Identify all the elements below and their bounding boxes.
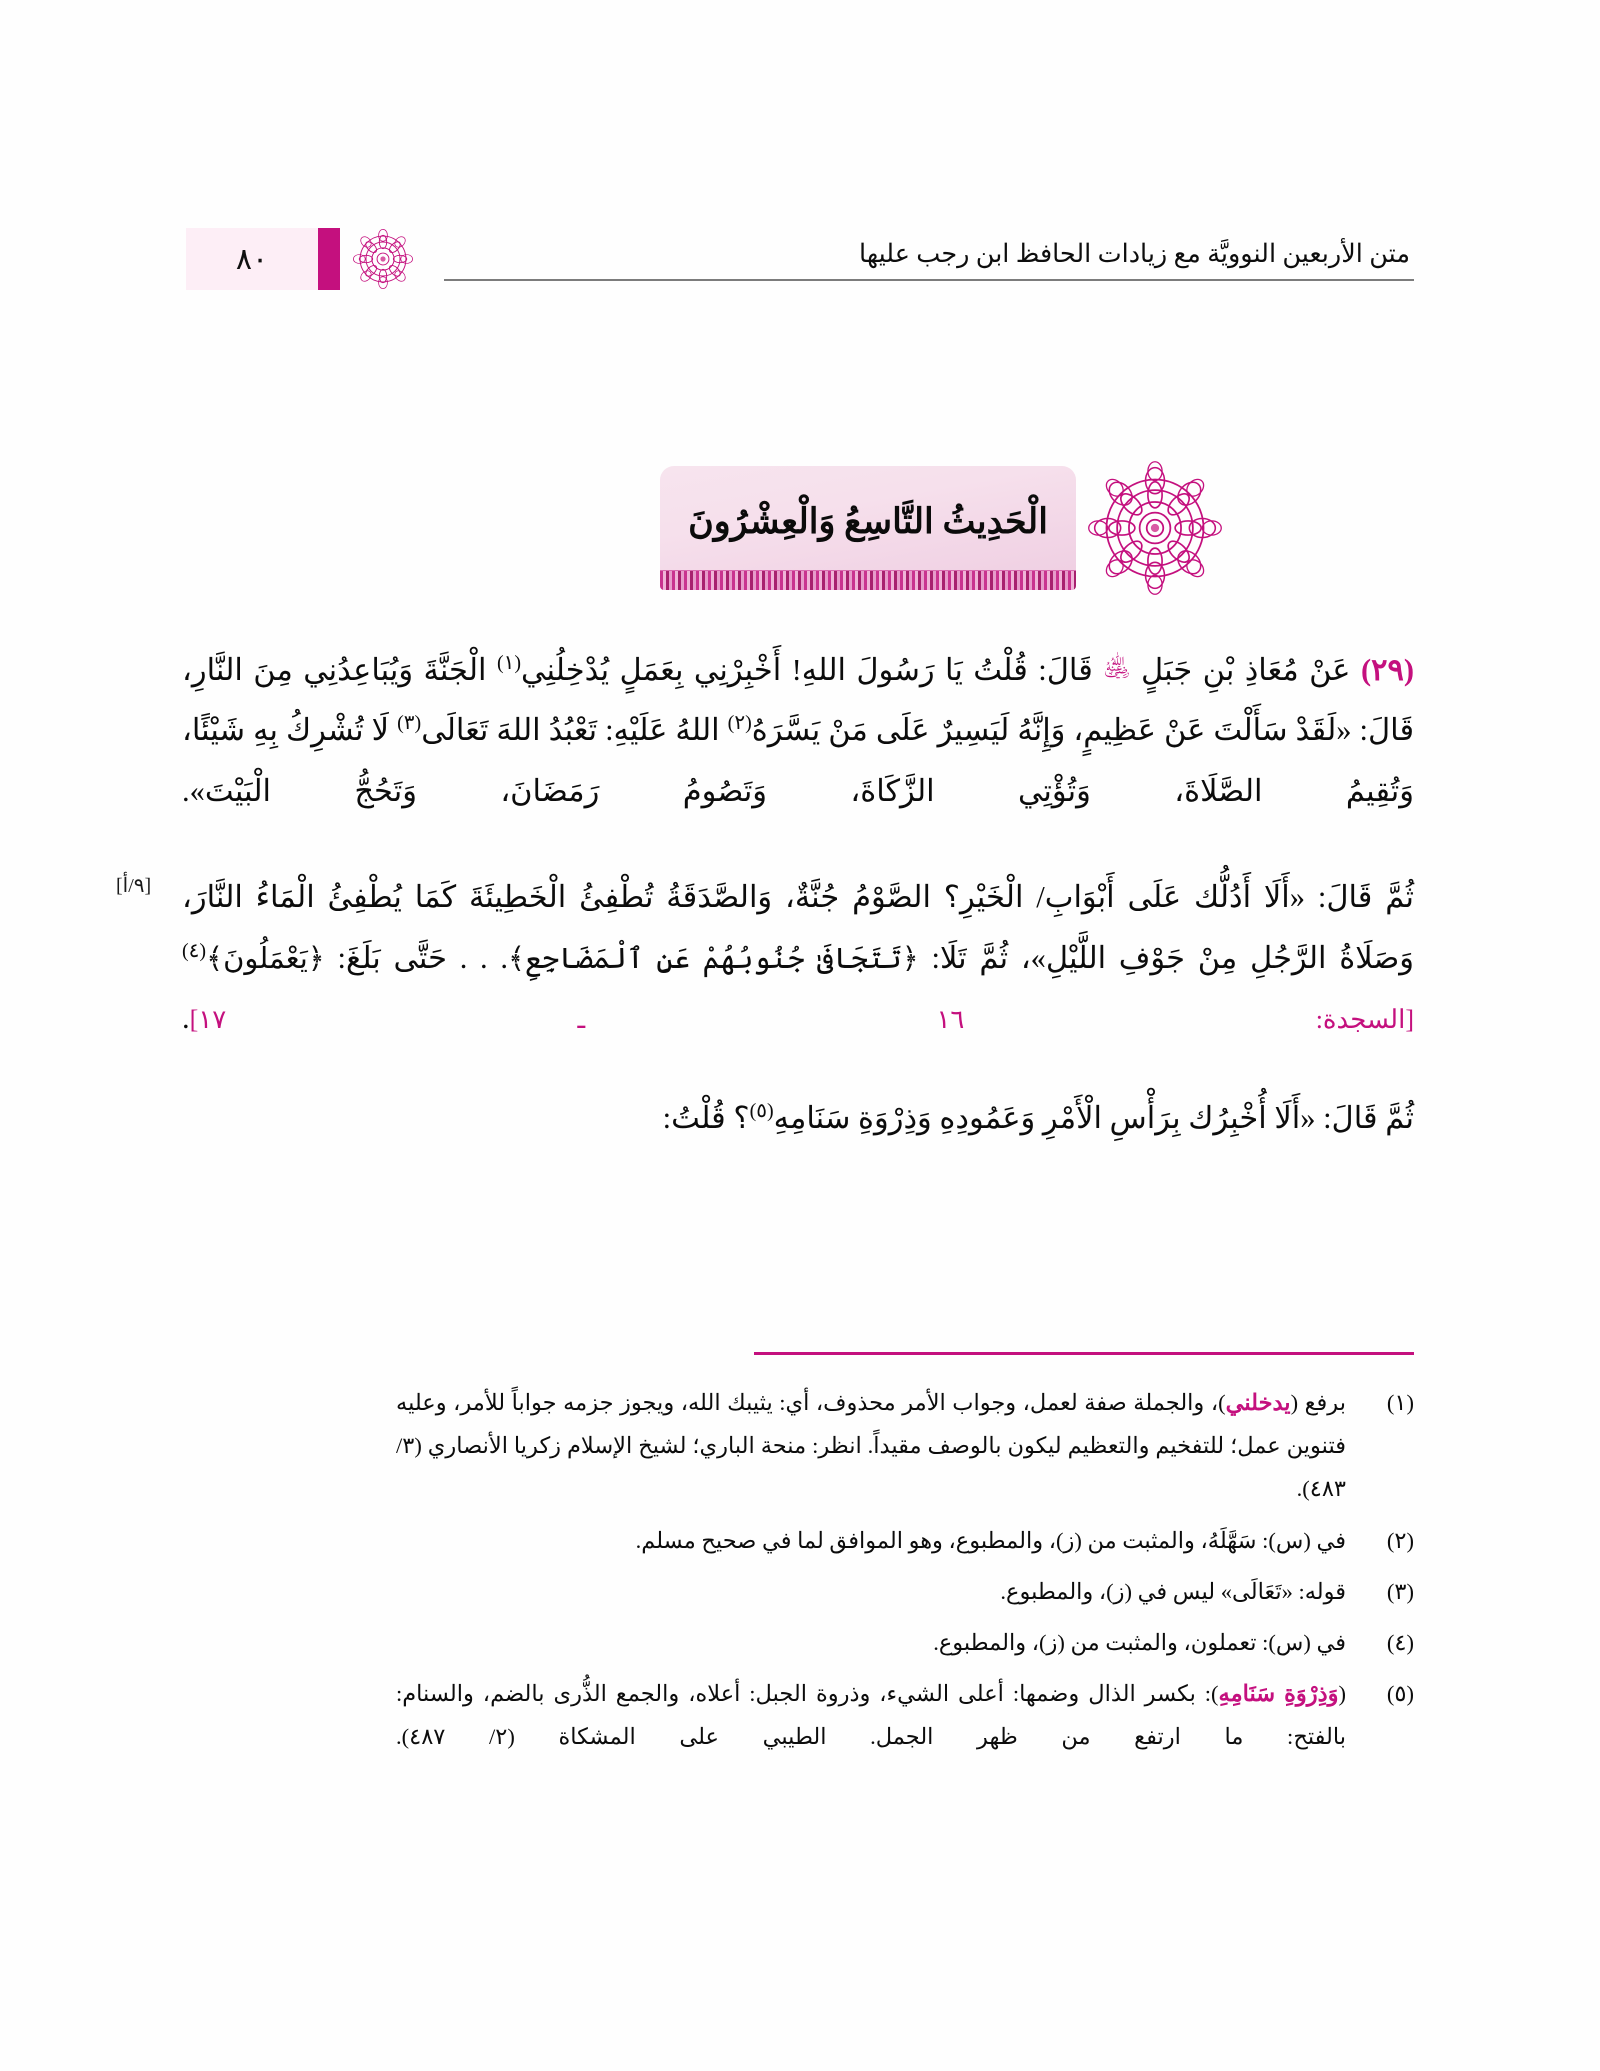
footnotes-section bbox=[396, 1352, 1414, 1767]
footnote-item bbox=[396, 1621, 1414, 1664]
hadith-paragraph-2-wrapper bbox=[116, 867, 1415, 1048]
footnote-item bbox=[396, 1672, 1414, 1758]
footnote-text-pre: في (س): سَهَّلَهُ، والمثبت من (ز)، والمطبوع، وهو الموافق لما في صحيح مسلم. bbox=[635, 1527, 1346, 1553]
hadith-paragraph-3 bbox=[182, 1088, 1414, 1148]
mandala-medallion-icon bbox=[1084, 457, 1226, 599]
footnote-text-pre: قوله: «تَعَالَى» ليس في (ز)، والمطبوع. bbox=[1000, 1578, 1346, 1604]
footnote-text-post: ): بكسر الذال وضمها: أعلى الشيء، وذروة الجبل: أعلاه، والجمع الذُّرى بالضم، والسنام: بالفتح: ما ارتفع من ظهر الجمل. الطيبي على المشكاة (٢/ ٤٨٧). bbox=[396, 1681, 1346, 1750]
chapter-title-banner bbox=[660, 448, 1220, 608]
footnote-ref-2[interactable]: (٢) bbox=[727, 712, 752, 735]
page-header bbox=[186, 222, 1414, 296]
mandala-ornament-icon bbox=[346, 222, 420, 296]
hadith-number: (٢٩) bbox=[1360, 653, 1415, 687]
footnote-highlight-term: يدخلني bbox=[1225, 1390, 1291, 1415]
footnote-text bbox=[396, 1672, 1346, 1758]
chapter-title-plate bbox=[660, 466, 1076, 590]
quran-ellipsis: . . . bbox=[459, 940, 508, 975]
footnote-number: (٣) bbox=[1386, 1578, 1414, 1604]
hadith-text-part-4: اللهُ عَلَيْهِ: تَعْبُدُ اللهَ تَعَالَى bbox=[421, 713, 720, 748]
chapter-title-text: الْحَدِيثُ التَّاسِعُ وَالْعِشْرُونَ bbox=[688, 502, 1048, 541]
hadith-text-part-1: عَنْ مُعَاذِ بْنِ جَبَلٍ bbox=[1141, 653, 1351, 687]
quran-quote-2: ﴿يَعْمَلُونَ﴾ bbox=[206, 942, 325, 975]
footnote-text-pre: برفع ( bbox=[1290, 1390, 1346, 1415]
footnote-ref-1[interactable]: (١) bbox=[496, 652, 522, 674]
footnote-ref-5[interactable]: (٥) bbox=[749, 1100, 774, 1123]
page-number-field bbox=[186, 228, 318, 290]
hadith-text-part-5: لَا تُشْرِكُ بِهِ شَيْئًا، وَتُقِيمُ الصَّلَاةَ، وَتُؤْتِي الزَّكَاةَ، وَتَصُومُ رَمَضَانَ، وَتَحُجُّ الْبَيْتَ». bbox=[182, 713, 1414, 808]
footnote-text-post: )، والجملة صفة لعمل، وجواب الأمر محذوف، أي: يثيبك الله، ويجوز جزمه جواباً للأمر، وعليه فتنوين عمل؛ للتفخيم والتعظيم ليكون بالوصف مقيداً. انظر: منحة الباري؛ لشيخ الإسلام زكريا الأنصاري (٣/ ٤٨٣). bbox=[396, 1390, 1346, 1502]
footnote-ref-4[interactable]: (٤) bbox=[182, 939, 207, 962]
hadith-p3-text-a: ثُمَّ قَالَ: «أَلَا أُخْبِرُك بِرَأْسِ الْأَمْرِ وَعَمُودِهِ وَذِرْوَةِ سَنَامِهِ bbox=[773, 1101, 1414, 1136]
footnote-number: (٤) bbox=[1386, 1629, 1414, 1655]
running-head-title: متن الأربعين النوويَّة مع زيادات الحافظ ابن رجب عليها bbox=[859, 239, 1410, 269]
honorific-glyph-icon: ﵁ bbox=[1103, 655, 1131, 682]
page-number-text: ٨٠ bbox=[235, 242, 269, 276]
hadith-p2-text-a: ثُمَّ قَالَ: «أَلَا أَدُلُّك عَلَى أَبْوَابِ/ الْخَيْرِ؟ الصَّوْمُ جُنَّةٌ، وَالصَّدَقَةُ تُطْفِئُ الْخَطِيئَةَ كَمَا يُطْفِئُ الْمَاءُ النَّارَ، وَصَلَاةُ الرَّجُلِ مِنْ جَوْفِ اللَّيْلِ»، ثُمَّ تَلَا: bbox=[182, 880, 1415, 975]
footnote-item bbox=[396, 1519, 1414, 1562]
footnote-highlight-term: وَذِرْوَةِ سَنَامِهِ bbox=[1218, 1681, 1339, 1707]
quran-quote-1: ﴿تَتَجَافَىٰ جُنُوبُهُمْ عَنِ ٱلْمَضَاجِعِ﴾ bbox=[507, 942, 919, 975]
hadith-paragraph-1 bbox=[182, 640, 1414, 821]
quran-source-reference: [السجدة: ١٦ ـ ١٧] bbox=[189, 1004, 1414, 1034]
footnote-number: (٥) bbox=[1386, 1681, 1414, 1707]
hadith-p2-period: . bbox=[182, 1000, 190, 1035]
header-divider-rule bbox=[444, 279, 1414, 281]
footnote-text bbox=[396, 1381, 1346, 1511]
header-title-group bbox=[426, 237, 1414, 280]
ornamental-border-band bbox=[660, 570, 1076, 590]
hadith-text-part-3: الْجَنَّةَ وَيُبَاعِدُنِي مِنَ النَّارِ، قَالَ: «لَقَدْ سَأَلْتَ عَنْ عَظِيمٍ، وَإِنَّهُ لَيَسِيرٌ عَلَى مَنْ يَسَّرَهُ bbox=[182, 653, 1415, 748]
footnote-item bbox=[396, 1570, 1414, 1613]
footnote-text bbox=[396, 1570, 1346, 1613]
hadith-text-part-2: قَالَ: قُلْتُ يَا رَسُولَ اللهِ! أَخْبِرْنِي بِعَمَلٍ يُدْخِلُنِي bbox=[521, 653, 1093, 687]
footnote-separator-rule bbox=[754, 1352, 1414, 1355]
footnote-ref-3[interactable]: (٣) bbox=[397, 712, 422, 735]
footnote-item bbox=[396, 1381, 1414, 1511]
folio-marker: [٩/أ] bbox=[116, 875, 152, 898]
hadith-paragraph-2 bbox=[182, 867, 1414, 1048]
footnote-number: (١) bbox=[1386, 1390, 1414, 1415]
hadith-p3-text-b: ؟ قُلْتُ: bbox=[662, 1101, 750, 1136]
footnote-text bbox=[396, 1621, 1346, 1664]
footnote-text-pre: في (س): تعملون، والمثبت من (ز)، والمطبوع. bbox=[933, 1629, 1346, 1655]
page-body bbox=[116, 640, 1415, 1167]
footnote-text bbox=[396, 1519, 1346, 1562]
footnote-number: (٢) bbox=[1386, 1527, 1414, 1553]
page-number-accent-bar bbox=[318, 228, 340, 290]
footnote-text-pre: ( bbox=[1338, 1681, 1346, 1707]
hadith-p2-text-mid: حَتَّى بَلَغَ: bbox=[337, 940, 447, 975]
page-number-block bbox=[186, 228, 340, 290]
